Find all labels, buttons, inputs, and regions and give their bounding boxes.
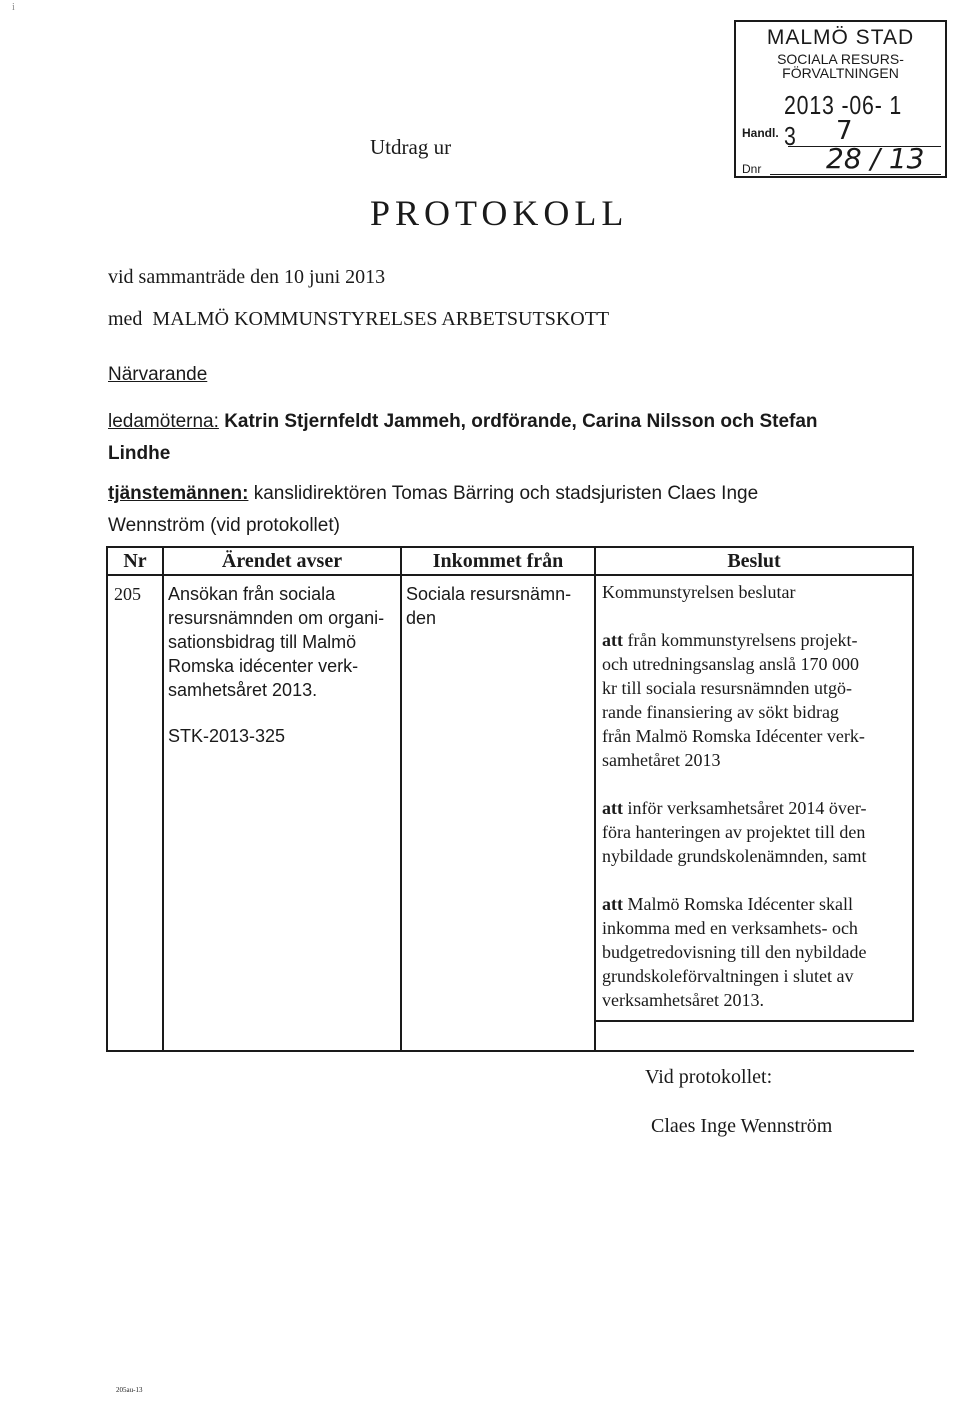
header-inkommet: Inkommet från [432, 550, 564, 572]
beslut-line: inför verksamhetsåret 2014 över- [623, 798, 867, 818]
officials-label: tjänstemännen: [108, 483, 249, 504]
document-title: PROTOKOLL [370, 193, 629, 233]
beslut-line: inkomma med en verksamhets- och [602, 918, 858, 938]
row-beslut [602, 580, 908, 1040]
table-col-divider-1 [162, 546, 164, 1052]
table-header-border [106, 574, 914, 576]
signature-label: Vid protokollet: [645, 1066, 773, 1088]
decision-table [106, 546, 914, 1052]
beslut-intro: Kommunstyrelsen beslutar [602, 582, 796, 602]
beslut-cell-bottom-border [594, 1020, 914, 1022]
header-nr: Nr [123, 550, 147, 572]
members-list: Katrin Stjernfeldt Jammeh, ordförande, Carina Nilsson och Stefan Lindhe [108, 411, 818, 464]
row-nr: 205 [114, 584, 141, 604]
beslut-line: verksamhetsåret 2013. [602, 990, 764, 1010]
stamp-date: 2013 -06- 1 3 [784, 90, 903, 151]
table-left-border [106, 546, 108, 1052]
beslut-item-3 [602, 892, 902, 1012]
received-stamp [734, 20, 947, 178]
header-arende: Ärendet avser [221, 550, 343, 572]
beslut-keyword: att [602, 894, 623, 914]
beslut-line: budgetredovisning till den nybildade [602, 942, 867, 962]
beslut-item-1 [602, 628, 902, 772]
table-col-divider-3 [594, 546, 596, 1052]
stamp-org: MALMÖ STAD [766, 26, 915, 49]
inkommet-line: Sociala resursnämn- [406, 584, 572, 604]
arende-reference: STK-2013-325 [168, 726, 286, 746]
attendance-heading: Närvarande [108, 364, 208, 385]
table-bottom-border [106, 1050, 914, 1052]
beslut-line: från kommunstyrelsens projekt- [623, 630, 858, 650]
officials-paragraph [108, 478, 828, 542]
beslut-item-2 [602, 796, 902, 868]
stamp-handl-label: Handl. [742, 126, 779, 140]
beslut-line: rande finansiering av sökt bidrag [602, 702, 839, 722]
meeting-date-line: vid sammanträde den 10 juni 2013 [108, 266, 386, 288]
table-col-divider-2 [400, 546, 402, 1052]
stamp-dept-line2: FÖRVALTNINGEN [782, 65, 899, 81]
beslut-line: Malmö Romska Idécenter skall [623, 894, 853, 914]
beslut-line: samhetåret 2013 [602, 750, 721, 770]
beslut-line: föra hanteringen av projektet till den [602, 822, 866, 842]
arende-line: sationsbidrag till Malmö [168, 632, 357, 652]
members-paragraph [108, 406, 828, 470]
stamp-handl-value: 7 [836, 116, 853, 146]
beslut-line: och utredningsanslag anslå 170 000 [602, 654, 859, 674]
arende-line: Ansökan från sociala [168, 584, 336, 604]
corner-mark: i [12, 2, 15, 13]
members-label: ledamöterna: [108, 411, 219, 432]
utdrag-label: Utdrag ur [370, 135, 452, 159]
beslut-line: nybildade grundskolenämnden, samt [602, 846, 867, 866]
beslut-line: från Malmö Romska Idécenter verk- [602, 726, 865, 746]
beslut-keyword: att [602, 630, 623, 650]
arende-line: Romska idécenter verk- [168, 656, 359, 676]
beslut-line: kr till sociala resursnämnden utgö- [602, 678, 852, 698]
officials-list: kanslidirektören Tomas Bärring och stadsjuristen Claes Inge Wennström (vid protokollet) [108, 483, 759, 536]
committee-line: med MALMÖ KOMMUNSTYRELSES ARBETSUTSKOTT [108, 308, 610, 330]
stamp-dept-line1: SOCIALA RESURS- [777, 51, 904, 67]
stamp-dnr-value: 28 / 13 [826, 142, 925, 175]
row-inkommet [406, 582, 592, 630]
arende-line: samhetsåret 2013. [168, 680, 318, 700]
signature-name: Claes Inge Wennström [651, 1115, 833, 1137]
inkommet-line: den [406, 608, 437, 628]
header-beslut: Beslut [727, 550, 781, 572]
beslut-keyword: att [602, 798, 623, 818]
arende-line: resursnämnden om organi- [168, 608, 385, 628]
beslut-line: grundskoleförvaltningen i slutet av [602, 966, 854, 986]
table-right-border [912, 546, 914, 1022]
row-arende [168, 582, 398, 748]
table-top-border [106, 546, 914, 548]
stamp-dnr-label: Dnr [742, 162, 762, 176]
footer-code: 205au-13 [116, 1386, 143, 1394]
